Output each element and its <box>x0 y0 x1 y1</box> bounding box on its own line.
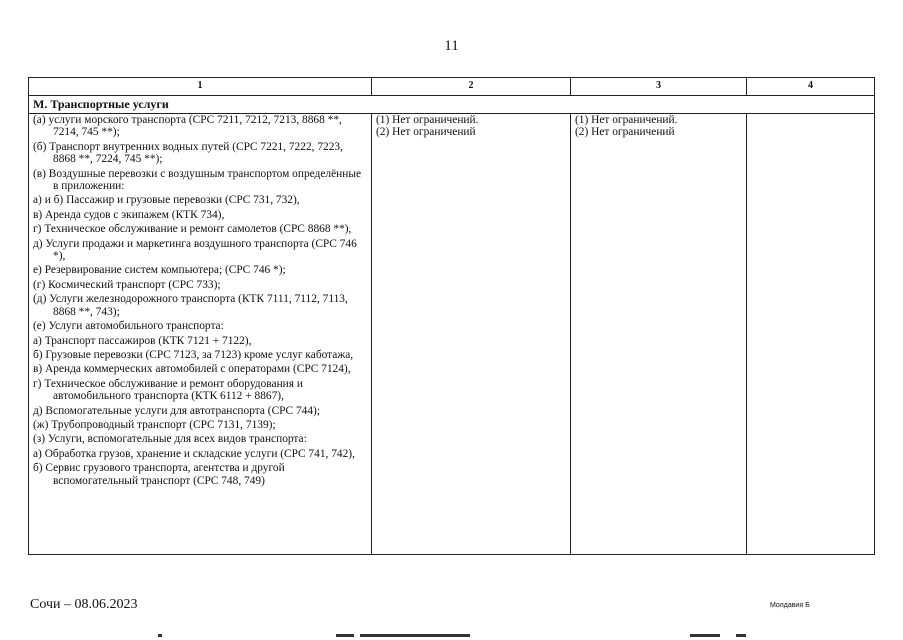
restriction-item: (2) Нет ограничений <box>575 126 675 139</box>
cropped-mark <box>736 634 746 637</box>
column-header-2: 2 <box>372 78 571 96</box>
footer-date: Сочи – 08.06.2023 <box>30 597 138 612</box>
cropped-mark <box>690 634 720 637</box>
cropped-mark <box>360 634 470 637</box>
market-access-cell <box>372 114 571 555</box>
list-item: а) Транспорт пассажиров (КТК 7121 + 7122), <box>33 334 252 347</box>
list-item: д) Услуги продажи и маркетинга воздушного транспорта (CPC 746 *), <box>33 237 357 263</box>
list-item: г) Техническое обслуживание и ремонт самолетов (CPC 8868 **), <box>33 223 352 236</box>
national-treatment-cell <box>571 114 747 555</box>
restriction-item: (1) Нет ограничений. <box>575 114 678 126</box>
cropped-next-line <box>0 634 903 640</box>
additional-commitments-cell <box>747 114 875 555</box>
section-row <box>29 96 875 114</box>
column-header-1: 1 <box>29 78 372 96</box>
cropped-mark <box>336 634 354 637</box>
list-item: а) Обработка грузов, хранение и складские услуги (CPC 741, 742), <box>33 447 355 460</box>
list-item: в) Аренда судов с экипажем (КТК 734), <box>33 208 225 221</box>
restriction-item: (1) Нет ограничений. <box>376 114 479 126</box>
content-row <box>29 114 875 555</box>
list-item: (з) Услуги, вспомогательные для всех видов транспорта: <box>33 433 307 446</box>
sector-cell <box>29 114 372 555</box>
list-item: (е) Услуги автомобильного транспорта: <box>33 320 224 333</box>
footer-country: Молдавия Б <box>770 602 810 609</box>
list-item: в) Аренда коммерческих автомобилей с операторами (CPC 7124), <box>33 363 351 376</box>
restriction-item: (2) Нет ограничений <box>376 126 476 139</box>
list-item: (б) Транспорт внутренних водных путей (CPC 7221, 7222, 7223, 8868 **, 7224, 745 **); <box>33 140 343 166</box>
list-item: (а) услуги морского транспорта (CPC 7211, 7212, 7213, 8868 **, 7214, 745 **); <box>33 114 342 139</box>
list-item: д) Вспомогательные услуги для автотранспорта (CPC 744); <box>33 404 320 417</box>
list-item: (д) Услуги железнодорожного транспорта (КТК 7111, 7112, 7113, 8868 **, 743); <box>33 293 348 318</box>
list-item: б) Сервис грузового транспорта, агентства и другой вспомогательный транспорт (CPC 748, 749) <box>33 462 285 487</box>
list-item: (в) Воздушные перевозки с воздушным транспортом определённые в приложении: <box>33 167 362 193</box>
commitments-table <box>28 77 875 555</box>
list-item: (г) Космический транспорт (CPC 733); <box>33 278 221 291</box>
list-item: (ж) Трубопроводный транспорт (CPC 7131, 7139); <box>33 418 276 431</box>
list-item: а) и б) Пассажир и грузовые перевозки (CPC 731, 732), <box>33 194 300 207</box>
list-item: г) Техническое обслуживание и ремонт оборудования и автомобильного транспорта (КТК 6112 + 8867), <box>33 377 303 403</box>
list-item: е) Резервирование систем компьютера; (CPC 746 *); <box>33 264 286 277</box>
header-row <box>29 78 875 96</box>
list-item: б) Грузовые перевозки (CPC 7123, за 7123) кроме услуг каботажа, <box>33 348 354 361</box>
cropped-mark <box>158 634 162 637</box>
section-title: М. Транспортные услуги <box>29 96 875 114</box>
page-number: 11 <box>444 38 459 54</box>
column-header-3: 3 <box>571 78 747 96</box>
column-header-4: 4 <box>747 78 875 96</box>
